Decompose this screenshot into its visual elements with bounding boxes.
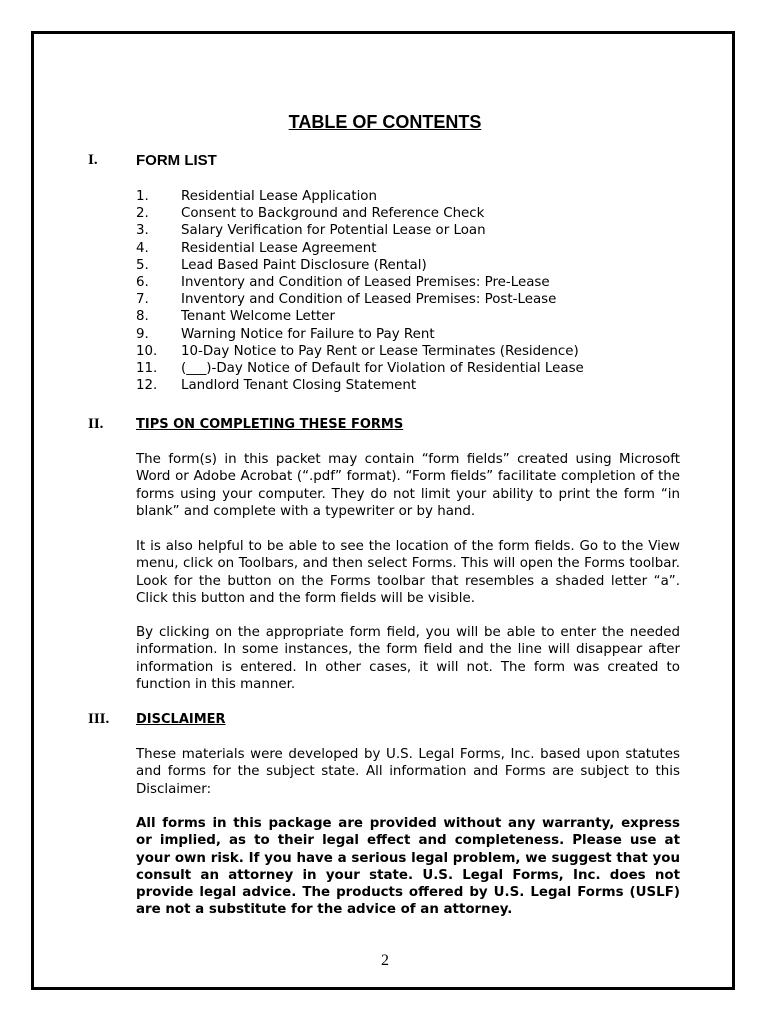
list-item-text: (___)-Day Notice of Default for Violation of Residential Lease: [181, 360, 584, 376]
list-item: [136, 188, 584, 205]
list-item-number: 3.: [136, 223, 149, 239]
list-item: [136, 326, 584, 343]
list-item: [136, 274, 584, 291]
list-item-number: 8.: [136, 309, 149, 325]
list-item-text: 10-Day Notice to Pay Rent or Lease Terminates (Residence): [181, 343, 579, 359]
list-item-text: Residential Lease Agreement: [181, 240, 377, 256]
form-list: [136, 188, 584, 394]
list-item-text: Consent to Background and Reference Check: [181, 206, 485, 222]
list-item-text: Tenant Welcome Letter: [181, 309, 336, 325]
list-item: [136, 377, 584, 394]
list-item-number: 9.: [136, 326, 149, 342]
list-item-text: Landlord Tenant Closing Statement: [181, 378, 417, 394]
section-2-numeral: II.: [88, 416, 104, 432]
section-3-numeral: III.: [88, 711, 110, 727]
tips-paragraph-2: It is also helpful to be able to see the location of the form fields. Go to the View menu, click on Toolbars, and then select Forms. This will open the Forms toolbar. Look for the button on the Forms toolbar that resembles a shaded letter “a”. Click this button and the form fields will be visible.: [136, 539, 680, 606]
list-item-number: 5.: [136, 257, 149, 273]
disclaimer-warning: All forms in this package are provided without any warranty, express or implied, as to their legal effect and completeness. Please use at your own risk. If you have a serious legal problem, we suggest that you consult an attorney in your state. U.S. Legal Forms, Inc. does not provide legal advice. The products offered by U.S. Legal Forms (USLF) are not a substitute for the advice of an attorney.: [136, 816, 680, 918]
page-title: TABLE OF CONTENTS: [288, 112, 482, 132]
list-item-number: 2.: [136, 206, 149, 222]
list-item: [136, 240, 584, 257]
list-item: [136, 291, 584, 308]
list-item-number: 4.: [136, 240, 149, 256]
section-3-heading: DISCLAIMER: [136, 712, 226, 727]
list-item-text: Salary Verification for Potential Lease or Loan: [181, 223, 486, 239]
list-item-number: 10.: [136, 343, 158, 359]
list-item-text: Lead Based Paint Disclosure (Rental): [181, 257, 427, 273]
list-item-text: Residential Lease Application: [181, 189, 377, 204]
section-1-heading: FORM LIST: [136, 152, 217, 169]
list-item: [136, 205, 584, 222]
list-item: [136, 222, 584, 239]
section-1-numeral: I.: [88, 152, 98, 168]
list-item-number: 11.: [136, 360, 158, 376]
list-item: [136, 308, 584, 325]
list-item-number: 7.: [136, 292, 149, 308]
tips-paragraph-1: The form(s) in this packet may contain “form fields” created using Microsoft Word or Adobe Acrobat (“.pdf” format). “Form fields” facilitate completion of the forms using your computer. They do not limit your ability to print the form “in blank” and complete with a typewriter or by hand.: [136, 452, 680, 519]
list-item-number: 6.: [136, 274, 149, 290]
page-number: 2: [381, 952, 389, 969]
list-item: [136, 257, 584, 274]
section-2-heading: TIPS ON COMPLETING THESE FORMS: [136, 417, 404, 432]
list-item-number: 12.: [136, 378, 158, 394]
list-item-text: Warning Notice for Failure to Pay Rent: [181, 326, 435, 342]
list-item-text: Inventory and Condition of Leased Premises: Pre-Lease: [181, 274, 550, 290]
tips-paragraph-3: By clicking on the appropriate form field, you will be able to enter the needed information. In some instances, the form field and the line will disappear after information is entered. In other cases, it will not. The form was created to function in this manner.: [136, 625, 680, 692]
list-item: [136, 343, 584, 360]
list-item: [136, 360, 584, 377]
list-item-number: 1.: [136, 189, 149, 204]
list-item-text: Inventory and Condition of Leased Premises: Post-Lease: [181, 292, 557, 308]
disclaimer-intro: These materials were developed by U.S. Legal Forms, Inc. based upon statutes and forms for the subject state. All information and Forms are subject to this Disclaimer:: [136, 747, 680, 797]
